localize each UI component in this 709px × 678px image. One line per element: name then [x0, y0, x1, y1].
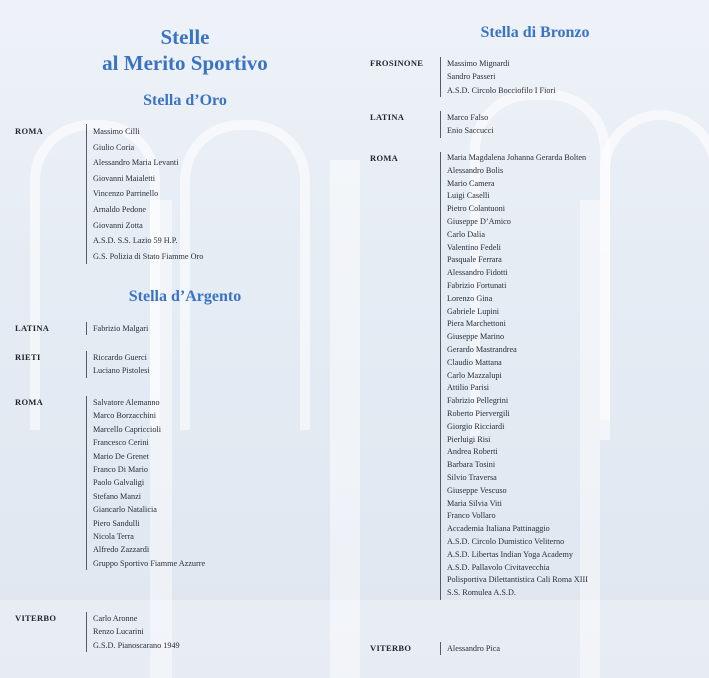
names-list: [440, 152, 588, 600]
silver-group-roma: [15, 396, 205, 570]
list-item: Gruppo Sportivo Fiamme Azzurre: [93, 558, 206, 568]
title-line-1: Stelle: [160, 25, 210, 49]
region-label: VITERBO: [15, 613, 57, 623]
list-item: Giuseppe Vescuso: [447, 485, 507, 495]
list-item: Paolo Galvaligi: [93, 478, 145, 488]
list-item: Claudio Mattana: [447, 357, 502, 367]
list-item: Alessandro Bolis: [447, 165, 504, 175]
list-item: Stefano Manzi: [93, 491, 141, 501]
list-item: Pierluigi Risi: [447, 434, 491, 444]
region-label: ROMA: [15, 397, 44, 407]
silver-group-viterbo: [15, 612, 180, 652]
names-list: [86, 124, 203, 264]
list-item: A.S.D. Pallavolo Civitavecchia: [447, 562, 550, 572]
list-item: Nicola Terra: [93, 532, 134, 542]
list-item: Giancarlo Natalicia: [93, 505, 157, 515]
list-item: S.S. Romulea A.S.D.: [447, 588, 516, 598]
list-item: Giuseppe Marino: [447, 332, 505, 342]
list-item: Arnaldo Pedone: [93, 204, 146, 214]
list-item: Francesco Cerini: [93, 438, 149, 448]
list-item: G.S. Polizia di Stato Fiamme Oro: [93, 251, 204, 261]
bronze-group-frosinone: [370, 57, 555, 97]
list-item: Vincenzo Parrinello: [93, 189, 159, 199]
names-list: [440, 57, 555, 97]
list-item: A.S.D. S.S. Lazio 59 H.P.: [93, 236, 178, 246]
list-item: Maria Silvia Viti: [447, 498, 502, 508]
list-item: Enio Saccucci: [447, 126, 494, 136]
list-item: A.S.D. Circolo Bocciofilo I Fiori: [447, 85, 556, 95]
list-item: Marco Borzacchini: [93, 411, 156, 421]
names-list: [86, 396, 205, 570]
gold-heading: Stella d’Oro: [143, 92, 227, 109]
bronze-group-roma: [370, 152, 588, 600]
silver-group-latina: [15, 322, 148, 335]
list-item: Barbara Tosini: [447, 460, 496, 470]
list-item: Fabrizio Pellegrini: [447, 396, 509, 406]
list-item: Giovanni Maialetti: [93, 173, 156, 183]
list-item: Alessandro Pica: [447, 644, 500, 653]
names-list: [86, 351, 150, 378]
list-item: Mario Camera: [447, 178, 495, 188]
list-item: Riccardo Guerci: [93, 353, 147, 362]
region-label: VITERBO: [370, 643, 412, 653]
names-list: [86, 322, 148, 335]
silver-heading: Stella d’Argento: [128, 288, 242, 305]
list-item: Salvatore Alemanno: [93, 398, 160, 407]
list-item: Maria Magdalena Johanna Gerarda Bolten: [447, 153, 587, 162]
list-item: Carlo Aronne: [93, 614, 138, 623]
gold-group-roma: [15, 124, 203, 264]
list-item: Giulio Coria: [93, 142, 135, 152]
list-item: Gerardo Mastrandrea: [447, 344, 517, 354]
list-item: Giovanni Zotta: [93, 220, 143, 230]
region-label: RIETI: [15, 352, 41, 362]
list-item: Valentino Fedeli: [447, 242, 501, 252]
list-item: G.S.D. Pianoscarano 1949: [93, 640, 180, 650]
region-label: ROMA: [370, 153, 399, 163]
list-item: Renzo Lucarini: [93, 627, 144, 637]
list-item: Carlo Mazzalupi: [447, 370, 502, 380]
list-item: Luigi Caselli: [447, 191, 490, 201]
list-item: Lorenzo Gina: [447, 293, 493, 303]
bronze-heading: Stella di Bronzo: [480, 24, 590, 41]
list-item: Gabriele Lupini: [447, 306, 500, 316]
list-item: Mario De Grenet: [93, 451, 149, 461]
bronze-group-latina: [370, 111, 494, 138]
names-list: [86, 612, 180, 652]
list-item: Luciano Pistolesi: [93, 366, 150, 376]
list-item: Giorgio Ricciardi: [447, 421, 505, 431]
bronze-group-viterbo: [370, 642, 500, 655]
region-label: LATINA: [370, 112, 405, 122]
list-item: Alessandro Fidotti: [447, 268, 508, 278]
list-item: Accademia Italiana Pattinaggio: [447, 524, 550, 534]
list-item: Pasquale Ferrara: [447, 255, 502, 265]
list-item: Piera Marchettoni: [447, 319, 506, 329]
list-item: Massimo Cilli: [93, 127, 140, 136]
list-item: Piero Sandulli: [93, 518, 140, 528]
list-item: Andrea Roberti: [447, 447, 498, 457]
region-label: LATINA: [15, 323, 50, 333]
list-item: A.S.D. Libertas Indian Yoga Academy: [447, 549, 573, 559]
list-item: Massimo Mignardi: [447, 59, 510, 68]
list-item: Carlo Dalia: [447, 229, 485, 239]
list-item: Polisportiva Dilettantistica Cali Roma XIII: [447, 575, 588, 585]
list-item: Pietro Colantuoni: [447, 204, 505, 214]
list-item: Roberto Piervergili: [447, 408, 510, 418]
names-list: [440, 642, 500, 655]
list-item: Fabrizio Fortunati: [447, 280, 507, 290]
list-item: Franco Di Mario: [93, 465, 149, 475]
list-item: Giuseppe D’Amico: [447, 216, 511, 226]
list-item: Franco Vollaro: [447, 511, 496, 521]
list-item: Attilio Parisi: [447, 383, 490, 393]
names-list: [440, 111, 494, 138]
region-label: FROSINONE: [370, 58, 424, 68]
region-label: ROMA: [15, 126, 44, 136]
list-item: Sandro Passeri: [447, 72, 496, 82]
list-item: Marcello Capriccioli: [93, 424, 161, 434]
list-item: A.S.D. Circolo Dumistico Veliterno: [447, 536, 565, 546]
list-item: Alessandro Maria Levanti: [93, 158, 179, 168]
list-item: Fabrizio Malgari: [93, 324, 149, 333]
list-item: Marco Falso: [447, 113, 489, 122]
silver-group-rieti: [15, 351, 150, 378]
list-item: Alfredo Zazzardi: [93, 545, 150, 555]
list-item: Silvio Traversa: [447, 472, 497, 482]
title-line-2: al Merito Sportivo: [102, 51, 268, 75]
page-title: [40, 24, 330, 76]
